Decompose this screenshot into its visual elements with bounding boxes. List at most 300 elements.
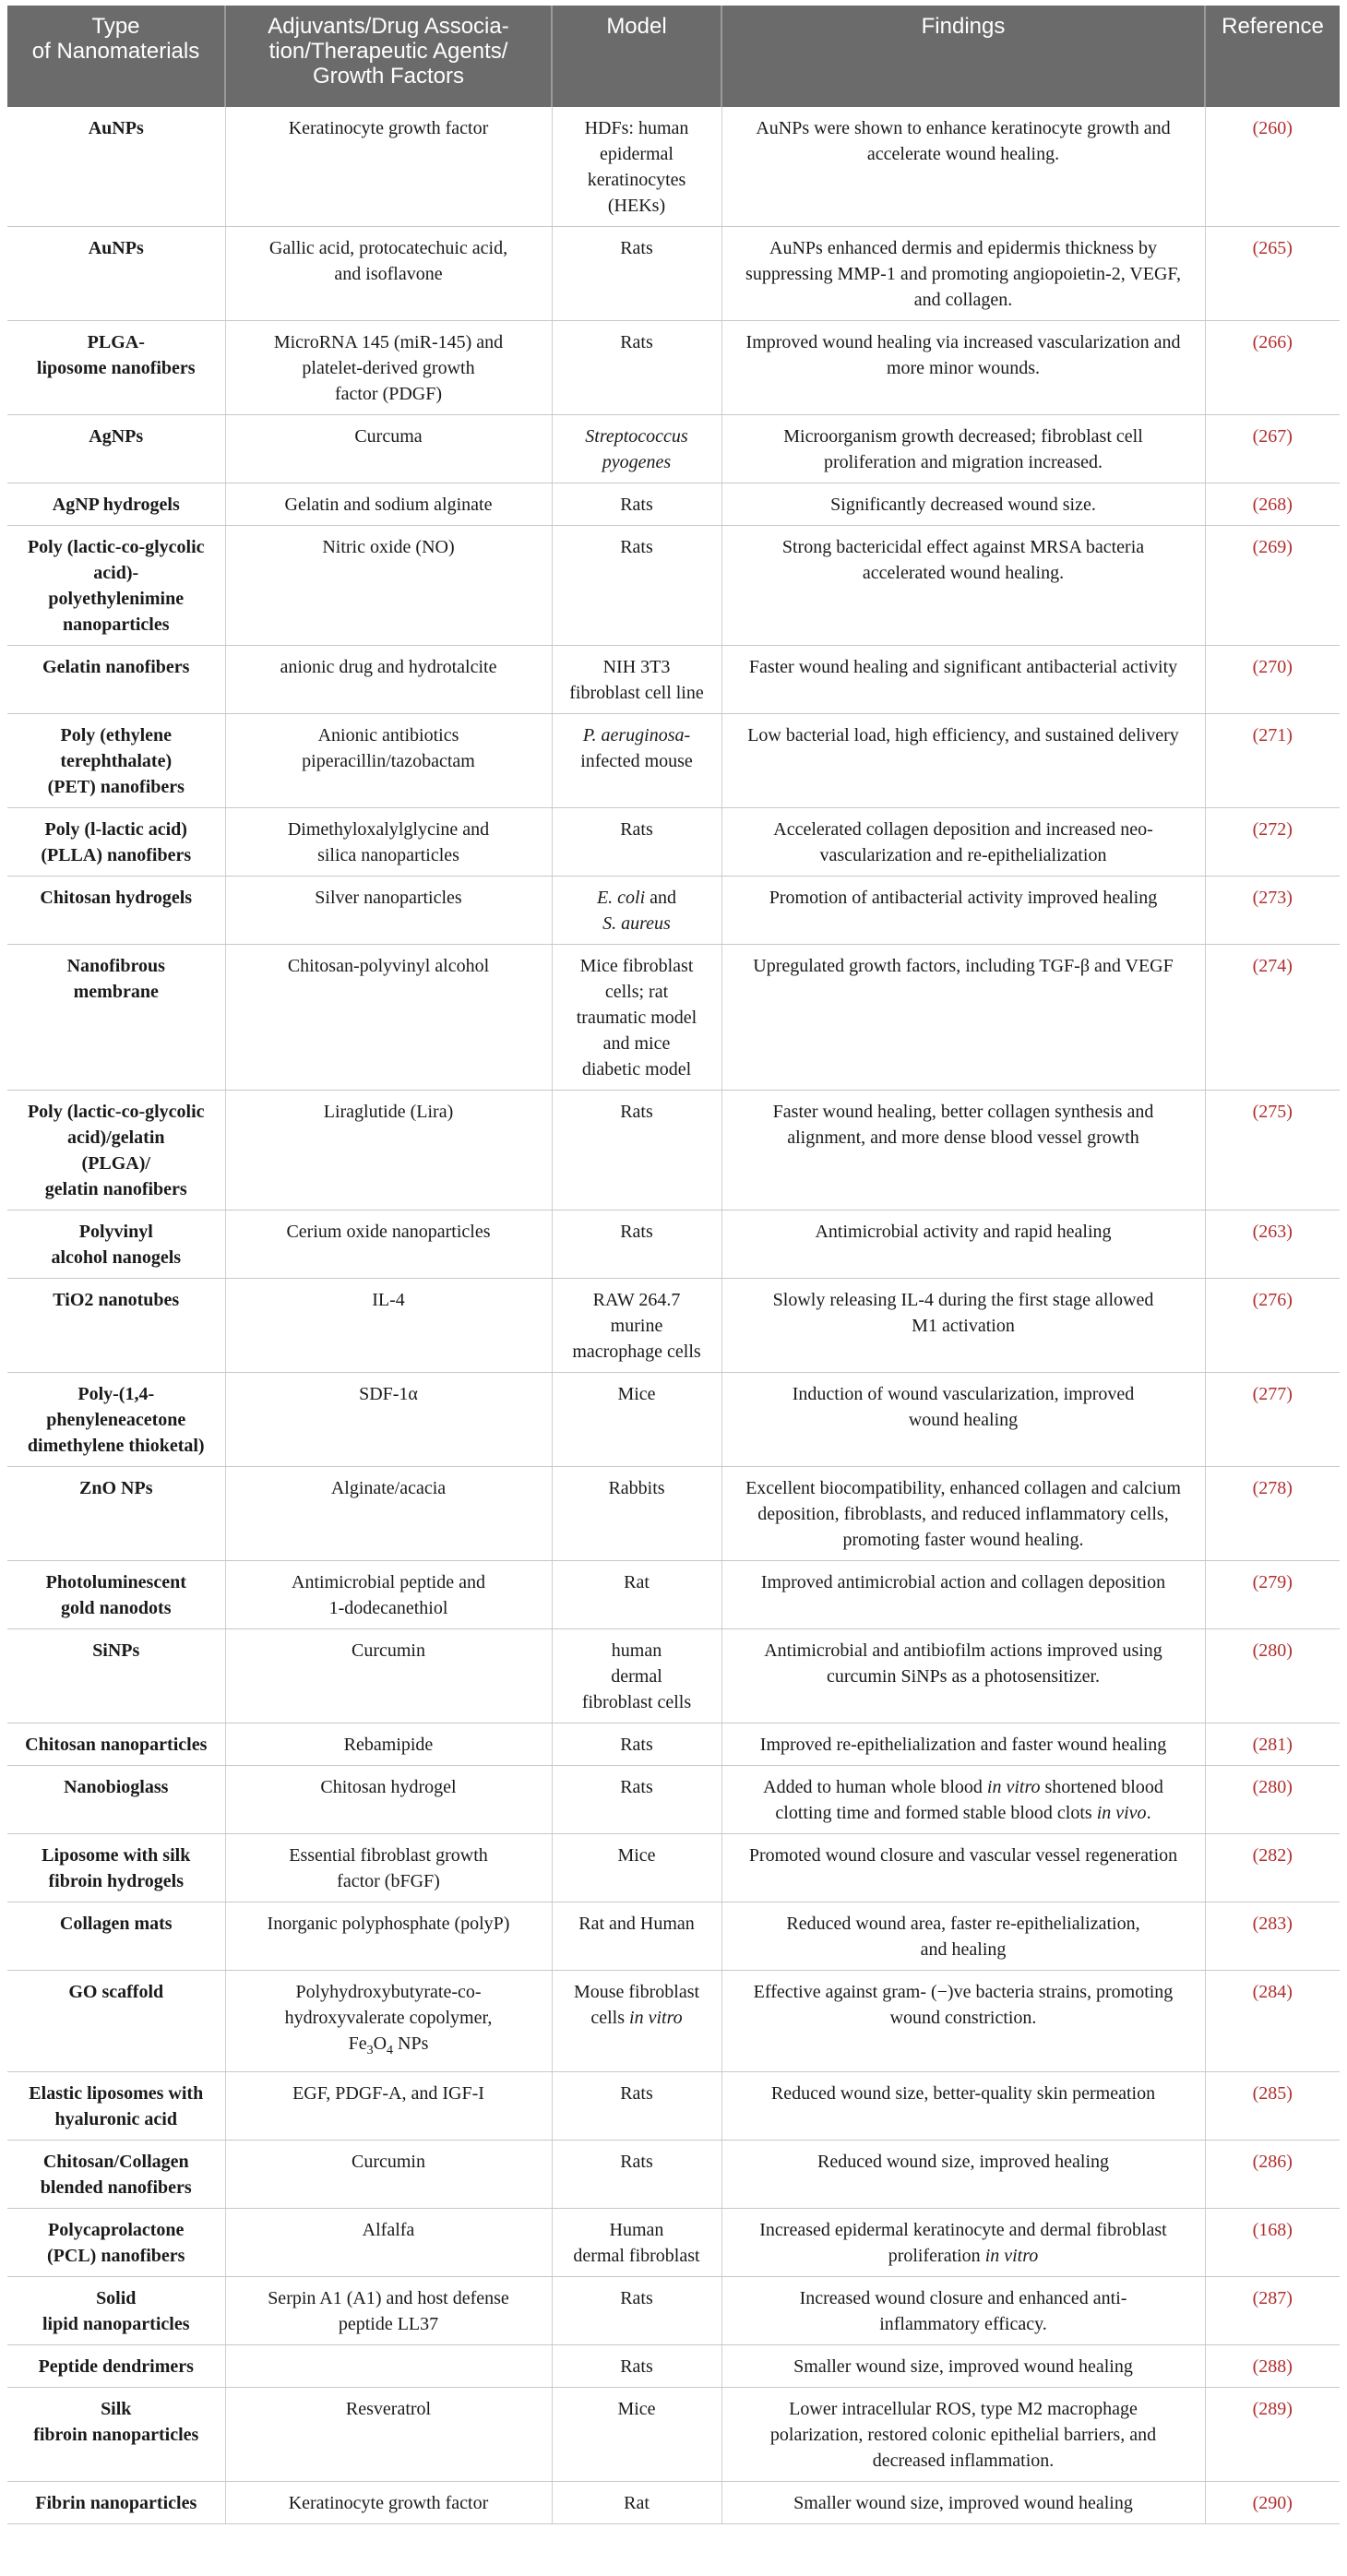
cell-line: M1 activation — [912, 1316, 1015, 1336]
cell-reference[interactable] — [1205, 714, 1340, 808]
cell-line: alcohol nanogels — [51, 1247, 182, 1268]
cell-line: proliferation and migration increased. — [823, 452, 1103, 472]
cell-line: liposome nanofibers — [36, 358, 196, 378]
cell-line: Growth Factors — [312, 64, 465, 89]
cell-line: nanoparticles — [62, 614, 170, 635]
cell-line: Chitosan-polyvinyl alcohol — [287, 956, 490, 976]
table-row — [7, 1723, 1340, 1766]
cell-line: and isoflavone — [334, 264, 443, 284]
cell-model — [552, 2277, 721, 2345]
cell-line: (268) — [1252, 495, 1293, 515]
cell-line: Essential fibroblast growth — [289, 1845, 488, 1866]
cell-model — [552, 107, 721, 227]
cell-findings — [721, 483, 1205, 526]
cell-reference[interactable] — [1205, 2072, 1340, 2141]
cell-reference[interactable] — [1205, 1210, 1340, 1279]
cell-adjuvant — [225, 1279, 552, 1373]
cell-line: Streptococcus — [585, 426, 688, 447]
cell-findings — [721, 1561, 1205, 1629]
cell-type — [7, 321, 225, 415]
cell-type — [7, 526, 225, 646]
cell-line: anionic drug and hydrotalcite — [280, 657, 497, 677]
cell-line: deposition, fibroblasts, and reduced inflammatory cells, — [757, 1504, 1169, 1524]
cell-model — [552, 2072, 721, 2141]
table-row — [7, 646, 1340, 714]
cell-line: Gelatin nanofibers — [42, 657, 190, 677]
cell-line: (277) — [1252, 1384, 1293, 1404]
cell-findings — [721, 1971, 1205, 2072]
cell-line: and healing — [920, 1939, 1007, 1960]
cell-line: Significantly decreased wound size. — [830, 495, 1096, 515]
cell-reference[interactable] — [1205, 1766, 1340, 1834]
header-row — [7, 6, 1340, 107]
cell-line: PLGA- — [87, 332, 145, 352]
cell-line: vascularization and re-epithelialization — [819, 845, 1107, 865]
table-row — [7, 2209, 1340, 2277]
cell-line: Poly-(1,4- — [77, 1384, 155, 1404]
cell-line: Promoted wound closure and vascular vessel regeneration — [748, 1845, 1178, 1866]
cell-line: Chitosan hydrogels — [40, 888, 193, 908]
table-row — [7, 2345, 1340, 2388]
cell-adjuvant — [225, 1561, 552, 1629]
cell-reference[interactable] — [1205, 2388, 1340, 2482]
cell-line: (265) — [1252, 238, 1293, 258]
cell-reference[interactable] — [1205, 321, 1340, 415]
cell-model — [552, 1723, 721, 1766]
table-row — [7, 526, 1340, 646]
table-row — [7, 2482, 1340, 2524]
cell-line: dimethylene thioketal) — [27, 1436, 205, 1456]
cell-line: curcumin SiNPs as a photosensitizer. — [826, 1666, 1101, 1687]
cell-line: Mice fibroblast — [579, 956, 694, 976]
table-row — [7, 1629, 1340, 1723]
cell-reference[interactable] — [1205, 1902, 1340, 1971]
header-reference: Reference — [1205, 6, 1340, 107]
cell-line: AgNP hydrogels — [52, 495, 180, 515]
cell-reference[interactable] — [1205, 2141, 1340, 2209]
cell-findings — [721, 107, 1205, 227]
table-row — [7, 2072, 1340, 2141]
cell-model — [552, 2388, 721, 2482]
cell-line: Rats — [620, 2083, 653, 2104]
cell-findings — [721, 1210, 1205, 1279]
table-row — [7, 945, 1340, 1091]
cell-line: Rabbits — [608, 1478, 665, 1498]
cell-adjuvant — [225, 2072, 552, 2141]
cell-line: Polyhydroxybutyrate-co- — [295, 1982, 482, 2002]
cell-line: Rat — [624, 2493, 650, 2513]
cell-reference[interactable] — [1205, 808, 1340, 877]
table-row — [7, 415, 1340, 483]
cell-line: Low bacterial load, high efficiency, and sustained delivery — [747, 725, 1179, 745]
table-row — [7, 1279, 1340, 1373]
cell-line: Rats — [620, 1735, 653, 1755]
cell-reference[interactable] — [1205, 1091, 1340, 1210]
cell-reference[interactable] — [1205, 1373, 1340, 1467]
cell-model — [552, 227, 721, 321]
cell-line: inflammatory efficacy. — [879, 2314, 1047, 2334]
cell-model — [552, 646, 721, 714]
cell-line: fibroblast cells — [581, 1692, 692, 1712]
cell-line: AuNPs were shown to enhance keratinocyte growth and — [756, 118, 1171, 138]
cell-type — [7, 808, 225, 877]
table-body — [7, 107, 1340, 2524]
cell-line: (272) — [1252, 819, 1293, 840]
cell-findings — [721, 808, 1205, 877]
cell-line: accelerate wound healing. — [866, 144, 1060, 164]
cell-line: Rats — [620, 238, 653, 258]
cell-line: Chitosan/Collagen — [42, 2152, 189, 2172]
cell-line: IL-4 — [372, 1290, 405, 1310]
cell-type — [7, 1902, 225, 1971]
cell-adjuvant — [225, 526, 552, 646]
cell-line: (280) — [1252, 1640, 1293, 1661]
cell-reference[interactable] — [1205, 1279, 1340, 1373]
cell-type — [7, 2209, 225, 2277]
cell-line: Induction of wound vascularization, improved — [792, 1384, 1135, 1404]
table-row — [7, 227, 1340, 321]
cell-line: Rats — [620, 2152, 653, 2172]
cell-line: (282) — [1252, 1845, 1293, 1866]
cell-line: (267) — [1252, 426, 1293, 447]
cell-type — [7, 1279, 225, 1373]
cell-findings — [721, 2277, 1205, 2345]
cell-line: pyogenes — [602, 452, 672, 472]
cell-line: of Nanomaterials — [31, 39, 200, 64]
cell-type — [7, 1629, 225, 1723]
cell-type — [7, 2277, 225, 2345]
cell-line: phenyleneacetone — [46, 1410, 186, 1430]
cell-line: Polyvinyl — [78, 1222, 153, 1242]
cell-line: polarization, restored colonic epithelial barriers, and — [769, 2425, 1157, 2445]
cell-line: AgNPs — [89, 426, 144, 447]
cell-line: Silk — [101, 2399, 132, 2419]
cell-line: Peptide dendrimers — [38, 2356, 194, 2377]
cell-line: Nitric oxide (NO) — [322, 537, 455, 557]
cell-type — [7, 1373, 225, 1467]
cell-line: tion/Therapeutic Agents/ — [268, 39, 508, 64]
cell-line: (279) — [1252, 1572, 1293, 1592]
cell-line: Rebamipide — [343, 1735, 434, 1755]
cell-line: cells in vitro — [590, 2008, 683, 2028]
cell-line: (263) — [1252, 1222, 1293, 1242]
cell-adjuvant — [225, 2482, 552, 2524]
cell-line: Reduced wound size, improved healing — [817, 2152, 1110, 2172]
cell-reference[interactable] — [1205, 2482, 1340, 2524]
cell-line: Inorganic polyphosphate (polyP) — [267, 1914, 510, 1934]
cell-findings — [721, 1467, 1205, 1561]
cell-line: Rats — [620, 1102, 653, 1122]
cell-model — [552, 2209, 721, 2277]
cell-type — [7, 1561, 225, 1629]
cell-adjuvant — [225, 1971, 552, 2072]
cell-adjuvant — [225, 714, 552, 808]
cell-type — [7, 714, 225, 808]
table-row — [7, 107, 1340, 227]
cell-findings — [721, 415, 1205, 483]
cell-findings — [721, 526, 1205, 646]
cell-model — [552, 1561, 721, 1629]
cell-line: fibroin nanoparticles — [33, 2425, 199, 2445]
nanomaterials-table — [7, 6, 1340, 2524]
cell-model — [552, 808, 721, 877]
cell-line: hyaluronic acid — [54, 2109, 177, 2129]
cell-line: MicroRNA 145 (miR-145) and — [273, 332, 504, 352]
cell-model — [552, 1373, 721, 1467]
cell-line: Rats — [620, 1777, 653, 1797]
cell-line: factor (PDGF) — [334, 384, 443, 404]
cell-line: Mice — [617, 1384, 656, 1404]
cell-reference[interactable] — [1205, 1467, 1340, 1561]
cell-line: decreased inflammation. — [872, 2451, 1055, 2471]
cell-reference[interactable] — [1205, 1561, 1340, 1629]
cell-reference[interactable] — [1205, 107, 1340, 227]
cell-adjuvant — [225, 227, 552, 321]
cell-findings — [721, 2072, 1205, 2141]
cell-type — [7, 107, 225, 227]
cell-line: Rats — [620, 495, 653, 515]
cell-model — [552, 1210, 721, 1279]
cell-line: (288) — [1252, 2356, 1293, 2377]
cell-line: platelet-derived growth — [302, 358, 475, 378]
cell-line: Improved antimicrobial action and collagen deposition — [760, 1572, 1166, 1592]
cell-line: more minor wounds. — [886, 358, 1041, 378]
cell-reference[interactable] — [1205, 1834, 1340, 1902]
cell-line: Elastic liposomes with — [29, 2083, 204, 2104]
cell-line: dermal — [611, 1666, 662, 1687]
cell-line: Rats — [620, 537, 653, 557]
cell-line: SiNPs — [92, 1640, 140, 1661]
cell-line: Chitosan nanoparticles — [25, 1735, 208, 1755]
cell-line: Anionic antibiotics — [317, 725, 459, 745]
cell-line: Accelerated collagen deposition and increased neo- — [773, 819, 1153, 840]
cell-line: (273) — [1252, 888, 1293, 908]
cell-reference[interactable] — [1205, 646, 1340, 714]
cell-findings — [721, 1279, 1205, 1373]
cell-line: 1-dodecanethiol — [328, 1598, 448, 1618]
cell-line: SDF-1α — [359, 1384, 418, 1404]
cell-reference[interactable] — [1205, 2345, 1340, 2388]
cell-line: Gallic acid, protocatechuic acid, — [268, 238, 508, 258]
cell-line: EGF, PDGF-A, and IGF-I — [292, 2083, 484, 2104]
table-row — [7, 808, 1340, 877]
cell-line: Human — [609, 2220, 664, 2240]
cell-line: Curcumin — [352, 1640, 425, 1661]
cell-reference[interactable] — [1205, 945, 1340, 1091]
cell-line: Excellent biocompatibility, enhanced collagen and calcium — [745, 1478, 1181, 1498]
cell-line: (287) — [1252, 2288, 1293, 2308]
cell-line: peptide LL37 — [338, 2314, 439, 2334]
cell-line: Rats — [620, 2288, 653, 2308]
cell-line: Alginate/acacia — [330, 1478, 447, 1498]
table-row — [7, 1210, 1340, 1279]
table-row — [7, 321, 1340, 415]
cell-type — [7, 2345, 225, 2388]
cell-line: AuNPs enhanced dermis and epidermis thickness by — [769, 238, 1157, 258]
header-type — [7, 6, 225, 107]
cell-reference[interactable] — [1205, 415, 1340, 483]
cell-adjuvant — [225, 1766, 552, 1834]
table-row — [7, 2141, 1340, 2209]
cell-line: Nanobioglass — [64, 1777, 169, 1797]
cell-reference[interactable] — [1205, 877, 1340, 945]
cell-line: (PCL) nanofibers — [47, 2246, 185, 2266]
cell-reference[interactable] — [1205, 2209, 1340, 2277]
table-row — [7, 483, 1340, 526]
cell-line: GO scaffold — [68, 1982, 164, 2002]
cell-line: Liraglutide (Lira) — [323, 1102, 454, 1122]
cell-line: suppressing MMP-1 and promoting angiopoietin-2, VEGF, — [745, 264, 1181, 284]
cell-line: terephthalate) — [60, 751, 173, 771]
cell-model — [552, 1279, 721, 1373]
cell-line: Antimicrobial and antibiofilm actions improved using — [764, 1640, 1162, 1661]
cell-line: (PET) nanofibers — [47, 777, 185, 797]
cell-line: alignment, and more dense blood vessel growth — [787, 1127, 1139, 1148]
cell-line: fibroblast cell line — [569, 683, 704, 703]
cell-findings — [721, 1723, 1205, 1766]
cell-findings — [721, 2482, 1205, 2524]
cell-line: Promotion of antibacterial activity improved healing — [769, 888, 1158, 908]
cell-line: RAW 264.7 — [592, 1290, 681, 1310]
cell-line: (281) — [1252, 1735, 1293, 1755]
cell-reference[interactable] — [1205, 2277, 1340, 2345]
cell-reference[interactable] — [1205, 1723, 1340, 1766]
cell-line: diabetic model — [581, 1059, 692, 1079]
cell-line: Increased epidermal keratinocyte and dermal fibroblast — [759, 2220, 1167, 2240]
cell-line: (168) — [1252, 2220, 1293, 2240]
cell-type — [7, 1467, 225, 1561]
cell-adjuvant — [225, 808, 552, 877]
cell-type — [7, 1766, 225, 1834]
cell-reference[interactable] — [1205, 227, 1340, 321]
cell-adjuvant — [225, 2209, 552, 2277]
cell-adjuvant — [225, 646, 552, 714]
cell-adjuvant — [225, 1091, 552, 1210]
cell-type — [7, 415, 225, 483]
cell-line: Lower intracellular ROS, type M2 macrophage — [789, 2399, 1138, 2419]
cell-line: Increased wound closure and enhanced anti- — [799, 2288, 1127, 2308]
cell-line: acid)- — [93, 563, 139, 583]
cell-line: AuNPs — [88, 118, 144, 138]
cell-line: Faster wound healing, better collagen synthesis and — [772, 1102, 1154, 1122]
cell-findings — [721, 1766, 1205, 1834]
cell-line: clotting time and formed stable blood clots in vivo. — [775, 1803, 1151, 1823]
cell-adjuvant — [225, 483, 552, 526]
cell-line: Upregulated growth factors, including TGF-β and VEGF — [753, 956, 1174, 976]
cell-adjuvant — [225, 1629, 552, 1723]
cell-line: (280) — [1252, 1777, 1293, 1797]
cell-line: (269) — [1252, 537, 1293, 557]
cell-adjuvant — [225, 1723, 552, 1766]
cell-line: Dimethyloxalylglycine and — [287, 819, 490, 840]
cell-line: Smaller wound size, improved wound healing — [793, 2493, 1133, 2513]
cell-line: (270) — [1252, 657, 1293, 677]
header-model: Model — [552, 6, 721, 107]
cell-type — [7, 945, 225, 1091]
cell-line: factor (bFGF) — [337, 1871, 440, 1891]
cell-line: Collagen mats — [59, 1914, 173, 1934]
cell-reference[interactable] — [1205, 1629, 1340, 1723]
cell-findings — [721, 646, 1205, 714]
table-row — [7, 1971, 1340, 2072]
cell-line: Rats — [620, 332, 653, 352]
cell-line: (PLLA) nanofibers — [41, 845, 192, 865]
cell-line: and collagen. — [913, 290, 1013, 310]
cell-reference[interactable] — [1205, 526, 1340, 646]
cell-type — [7, 2388, 225, 2482]
cell-line: Chitosan hydrogel — [320, 1777, 457, 1797]
cell-line: Rat and Human — [578, 1914, 695, 1934]
cell-line: ZnO NPs — [79, 1478, 153, 1498]
cell-reference[interactable] — [1205, 483, 1340, 526]
cell-model — [552, 1467, 721, 1561]
cell-type — [7, 2482, 225, 2524]
cell-type — [7, 1971, 225, 2072]
cell-model — [552, 415, 721, 483]
cell-line: Solid — [96, 2288, 137, 2308]
cell-findings — [721, 1629, 1205, 1723]
cell-line: Effective against gram- (−)ve bacteria strains, promoting — [753, 1982, 1174, 2002]
cell-line: Slowly releasing IL-4 during the first stage allowed — [772, 1290, 1154, 1310]
cell-line: hydroxyvalerate copolymer, — [284, 2008, 493, 2028]
cell-line: (290) — [1252, 2493, 1293, 2513]
cell-line: Reduced wound area, faster re-epithelialization, — [786, 1914, 1140, 1934]
cell-line: blended nanofibers — [40, 2177, 192, 2198]
table-row — [7, 877, 1340, 945]
cell-line: infected mouse — [580, 751, 693, 771]
cell-line: polyethylenimine — [48, 589, 185, 609]
cell-model — [552, 1091, 721, 1210]
cell-line: Microorganism growth decreased; fibroblast cell — [783, 426, 1143, 447]
cell-line: Photoluminescent — [45, 1572, 186, 1592]
cell-line: traumatic model — [576, 1008, 697, 1028]
cell-line: Liposome with silk — [42, 1845, 191, 1866]
cell-line: Poly (ethylene — [60, 725, 173, 745]
cell-line: Curcuma — [354, 426, 423, 447]
cell-findings — [721, 877, 1205, 945]
cell-line: P. aeruginosa- — [582, 725, 691, 745]
cell-model — [552, 1834, 721, 1902]
cell-type — [7, 877, 225, 945]
cell-line: gelatin nanofibers — [44, 1179, 187, 1199]
cell-line: NIH 3T3 — [602, 657, 671, 677]
cell-line: TiO2 nanotubes — [53, 1290, 180, 1310]
cell-reference[interactable] — [1205, 1971, 1340, 2072]
cell-line: HDFs: human — [584, 118, 689, 138]
table-row — [7, 1373, 1340, 1467]
cell-model — [552, 321, 721, 415]
cell-line: human — [611, 1640, 662, 1661]
cell-line: Silver nanoparticles — [315, 888, 462, 908]
cell-line: (285) — [1252, 2083, 1293, 2104]
cell-adjuvant — [225, 107, 552, 227]
cell-line: Rats — [620, 819, 653, 840]
cell-model — [552, 1902, 721, 1971]
cell-line: Poly (lactic-co-glycolic — [27, 1102, 205, 1122]
cell-line: Faster wound healing and significant antibacterial activity — [748, 657, 1178, 677]
cell-findings — [721, 321, 1205, 415]
table-row — [7, 1902, 1340, 1971]
cell-line: wound constriction. — [889, 2008, 1037, 2028]
cell-findings — [721, 2388, 1205, 2482]
cell-line: accelerated wound healing. — [862, 563, 1065, 583]
cell-line: (284) — [1252, 1982, 1293, 2002]
cell-line: promoting faster wound healing. — [842, 1530, 1084, 1550]
cell-type — [7, 2072, 225, 2141]
cell-line: silica nanoparticles — [317, 845, 459, 865]
cell-line: gold nanodots — [61, 1598, 172, 1618]
cell-type — [7, 227, 225, 321]
